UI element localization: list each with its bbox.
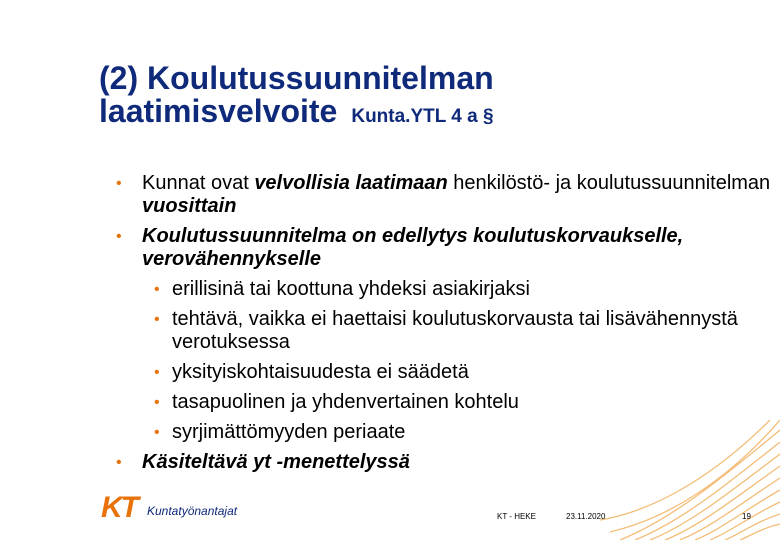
bullet-item-1	[112, 172, 772, 218]
sub-bullet-2-text: tehtävä, vaikka ei haettaisi koulutuskorvausta tai lisävähennystä verotuksessa	[172, 308, 738, 353]
slide-title	[99, 62, 494, 133]
title-line-1: (2) Koulutussuunnitelman	[99, 60, 494, 96]
sub-bullet-item-4	[112, 391, 772, 414]
bullet-icon: •	[154, 364, 160, 381]
sub-bullet-item-3	[112, 361, 772, 384]
bullet-1-emphasis-1: velvollisia laatimaan	[254, 172, 448, 194]
bullet-1-part-3: henkilöstö- ja koulutussuunnitelman	[447, 172, 771, 194]
sub-bullet-1-text: erillisinä tai koottuna yhdeksi asiakirjaksi	[172, 278, 530, 300]
sub-bullet-4-text: tasapuolinen ja yhdenvertainen kohtelu	[172, 391, 519, 413]
bullet-1-part-1: Kunnat ovat	[142, 172, 255, 194]
bullet-3-text: Käsiteltävä yt -menettelyssä	[142, 451, 410, 473]
bullet-icon: •	[154, 311, 160, 328]
sub-bullet-5-text: syrjimättömyyden periaate	[172, 421, 406, 443]
title-reference: Kunta.YTL 4 a §	[351, 106, 494, 127]
bullet-1-text	[142, 172, 772, 218]
bullet-item-2	[112, 225, 772, 271]
sub-bullet-item-2	[112, 308, 772, 354]
bullet-2-text: Koulutussuunnitelma on edellytys koulutuskorvaukselle, verovähennykselle	[142, 225, 684, 270]
bullet-1-emphasis-2: vuosittain	[142, 195, 237, 217]
kuntatyonantajat-logo	[101, 491, 238, 524]
footer-page-number: 19	[742, 512, 751, 521]
logo-name: Kuntatyönantajat	[147, 504, 238, 518]
footer-author: KT - HEKE	[497, 512, 536, 521]
footer-date: 23.11.2020	[566, 512, 606, 521]
title-line-2-text: laatimisvelvoite	[99, 93, 338, 129]
bullet-icon: •	[154, 424, 160, 441]
bullet-icon: •	[154, 394, 160, 411]
bullet-icon: •	[154, 281, 160, 298]
logo-mark: KT	[101, 491, 137, 524]
decorative-lines-graphic	[600, 420, 780, 540]
bullet-icon: •	[116, 228, 122, 245]
bullet-icon: •	[116, 175, 122, 192]
title-line-2	[99, 95, 494, 133]
sub-bullet-item-1	[112, 278, 772, 301]
sub-bullet-3-text: yksityiskohtaisuudesta ei säädetä	[172, 361, 469, 383]
bullet-icon: •	[116, 454, 122, 471]
